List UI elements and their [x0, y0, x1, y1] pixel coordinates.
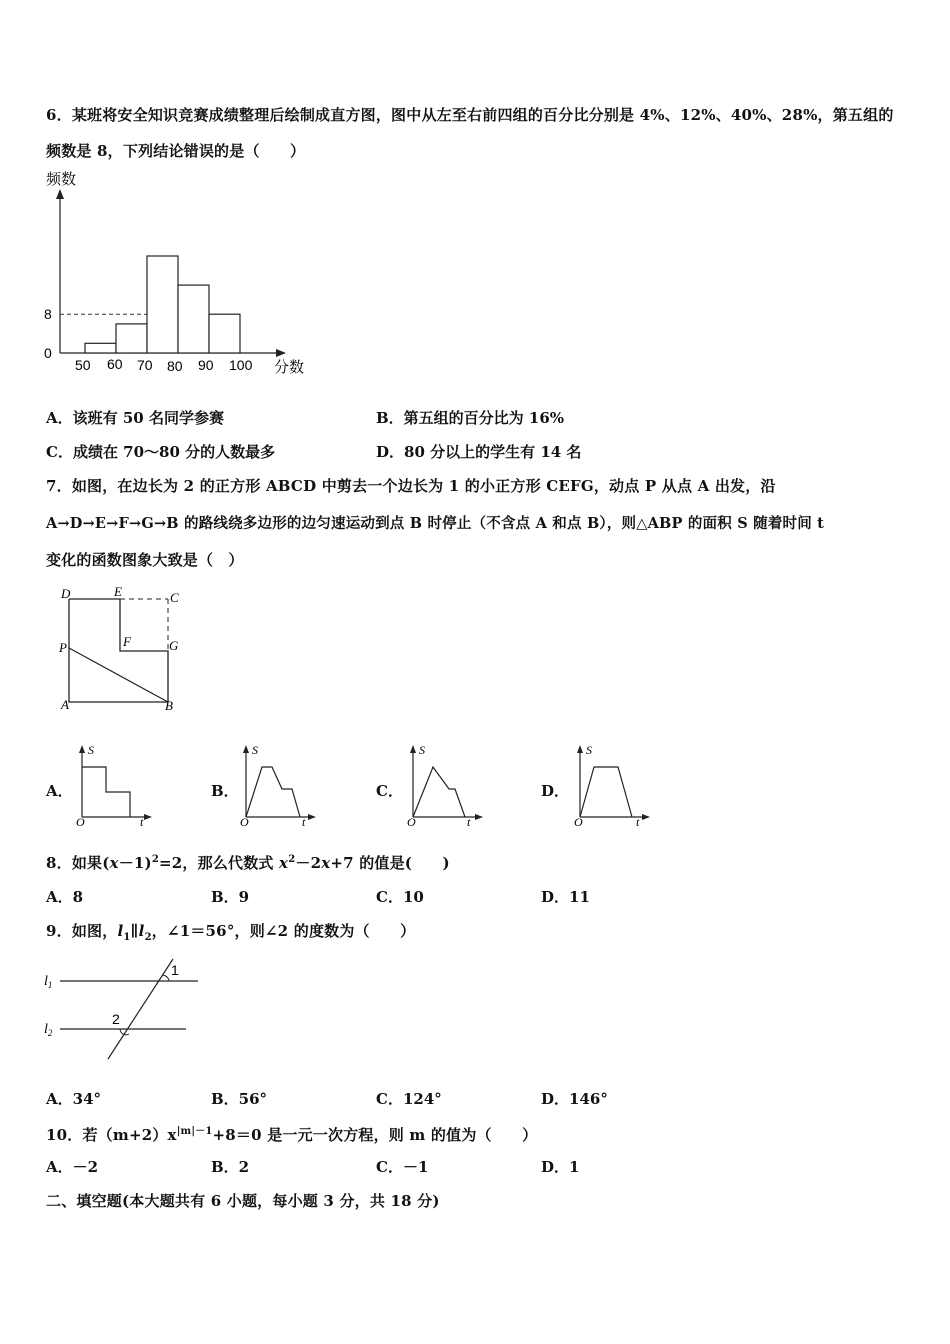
x-tick-100: 100: [229, 357, 253, 373]
graph-b-t-label: t: [302, 815, 306, 829]
q6-stem-line2: 频数是 8，下列结论错误的是（ ）: [46, 142, 306, 160]
q8-option-d: D．11: [541, 888, 590, 906]
q9-stem-part: 9．如图，: [46, 922, 118, 940]
q8-stem-part: －2: [295, 854, 322, 872]
q10-option-c: C．－1: [376, 1158, 429, 1176]
q8-var-x: x: [109, 854, 119, 872]
graph-b-o-label: O: [240, 815, 249, 829]
q7-graph-d: [570, 742, 655, 830]
q8-var-x: x: [279, 854, 289, 872]
transversal: [108, 959, 173, 1059]
q8-option-b: B．9: [211, 888, 250, 906]
x-tick-80: 80: [167, 358, 183, 374]
q7-stem-line1: 7．如图，在边长为 2 的正方形 ABCD 中剪去一个边长为 1 的小正方形 CEFG，动点 P 从点 A 出发，沿: [46, 477, 776, 495]
y-tick-0: 0: [44, 345, 52, 361]
q7-option-d-letter: D．: [541, 782, 570, 800]
q10-stem: [46, 1122, 537, 1145]
q10-option-d: D．1: [541, 1158, 580, 1176]
section-2-heading: 二、填空题(本大题共有 6 小题，每小题 3 分，共 18 分): [46, 1192, 440, 1210]
q9-option-d: D．146°: [541, 1090, 608, 1108]
x-axis-label: 分数: [274, 359, 305, 376]
q9-subscript: 1: [123, 932, 131, 943]
q9-subscript: 2: [144, 932, 152, 943]
q7-stem-line3: 变化的函数图象大致是（ ）: [46, 551, 244, 569]
histogram-bar-90-100: [209, 314, 240, 353]
q6-stem-line1: 6．某班将安全知识竞赛成绩整理后绘制成直方图，图中从左至右前四组的百分比分别是 4%、12%、40%、28%，第五组的: [46, 106, 894, 124]
q10-exponent: |m|－1: [176, 1126, 213, 1137]
y-axis-label: 频数: [46, 171, 77, 188]
q6-option-b: B．第五组的百分比为 16%: [376, 409, 565, 427]
label-d: D: [61, 586, 71, 601]
graph-d-o-label: O: [574, 815, 583, 829]
q7-graph-a: [72, 742, 157, 830]
label-a: A: [61, 697, 69, 712]
graph-d-curve: [580, 767, 632, 817]
q10-option-b: B．2: [211, 1158, 250, 1176]
x-tick-90: 90: [198, 357, 214, 373]
q9-parallel-lines-figure: [40, 955, 210, 1065]
q8-option-c: C．10: [376, 888, 424, 906]
q8-var-x: x: [321, 854, 331, 872]
histogram-bar-80-90: [178, 285, 209, 353]
q7-graph-b: [236, 742, 321, 830]
q10-option-a: A．－2: [46, 1158, 99, 1176]
q9-parallel-symbol: ∥: [130, 922, 139, 940]
graph-b-curve: [246, 767, 300, 817]
q9-option-c: C．124°: [376, 1090, 442, 1108]
label-angle-1: 1: [171, 962, 179, 978]
q6-histogram: [40, 165, 320, 380]
q8-exponent: 2: [151, 854, 160, 865]
graph-a-curve: [82, 767, 130, 817]
x-tick-50: 50: [75, 357, 91, 373]
q8-stem: [46, 852, 450, 873]
q9-var-l: l: [138, 922, 145, 940]
q9-option-a: A．34°: [46, 1090, 102, 1108]
graph-c-curve: [413, 767, 465, 817]
label-e: E: [114, 585, 122, 599]
q6-option-c: C．成绩在 70～80 分的人数最多: [46, 443, 276, 461]
q6-option-a: A．该班有 50 名同学参赛: [46, 409, 224, 427]
q9-stem-part: ，∠1＝56°，则∠2 的度数为（ ）: [151, 922, 416, 940]
histogram-bar-60-70: [116, 324, 147, 353]
q10-stem-part: +8＝0 是一元一次方程，则 m 的值为（ ）: [212, 1126, 538, 1144]
graph-c-s-label: S: [419, 743, 425, 757]
label-c: C: [170, 590, 179, 605]
q8-exponent: 2: [288, 854, 296, 865]
q7-option-b-letter: B．: [211, 782, 239, 800]
label-g: G: [169, 638, 179, 653]
q9-option-b: B．56°: [211, 1090, 268, 1108]
label-b: B: [165, 698, 173, 713]
q8-option-a: A．8: [46, 888, 84, 906]
q9-var-l: l: [117, 922, 124, 940]
q6-option-d: D．80 分以上的学生有 14 名: [376, 443, 582, 461]
graph-d-t-label: t: [636, 815, 640, 829]
x-axis-arrow: [276, 349, 286, 357]
histogram-bar-70-80: [147, 256, 178, 353]
histogram-bar-50-60: [85, 343, 116, 353]
polygon-adefgb: [69, 599, 168, 702]
graph-c-o-label: O: [407, 815, 416, 829]
graph-c-t-label: t: [467, 815, 471, 829]
y-tick-8: 8: [44, 306, 52, 323]
q7-square-figure: [55, 585, 195, 715]
graph-b-s-label: S: [252, 743, 258, 757]
q8-stem-part: =2，那么代数式: [159, 854, 280, 872]
angle-1-arc: [162, 975, 169, 981]
q7-option-c-letter: C．: [376, 782, 403, 800]
label-l1: $l_1$: [44, 974, 53, 990]
q9-stem: [46, 920, 415, 943]
label-f: F: [123, 634, 131, 649]
q7-option-a-letter: A．: [46, 782, 73, 800]
q8-stem-part: －1): [118, 854, 152, 872]
graph-a-s-label: S: [88, 743, 94, 757]
y-axis-arrow: [56, 189, 64, 199]
graph-a-t-label: t: [140, 815, 144, 829]
x-tick-60: 60: [107, 356, 123, 372]
q10-stem-part: 10．若（m+2）x: [46, 1126, 177, 1144]
label-angle-2: 2: [112, 1011, 120, 1027]
q8-stem-part: 8．如果(: [46, 854, 110, 872]
q7-stem-line2: A→D→E→F→G→B 的路线绕多边形的边匀速运动到点 B 时停止（不含点 A 和点 B），则△ABP 的面积 S 随着时间 t: [46, 515, 825, 532]
label-p: P: [59, 640, 67, 655]
q8-stem-part: +7 的值是( ): [330, 854, 450, 872]
q7-graph-c: [403, 742, 488, 830]
graph-d-s-label: S: [586, 743, 592, 757]
x-tick-70: 70: [137, 357, 153, 373]
segment-pb: [69, 648, 168, 702]
graph-a-o-label: O: [76, 815, 85, 829]
label-l2: $l_2$: [44, 1022, 53, 1038]
